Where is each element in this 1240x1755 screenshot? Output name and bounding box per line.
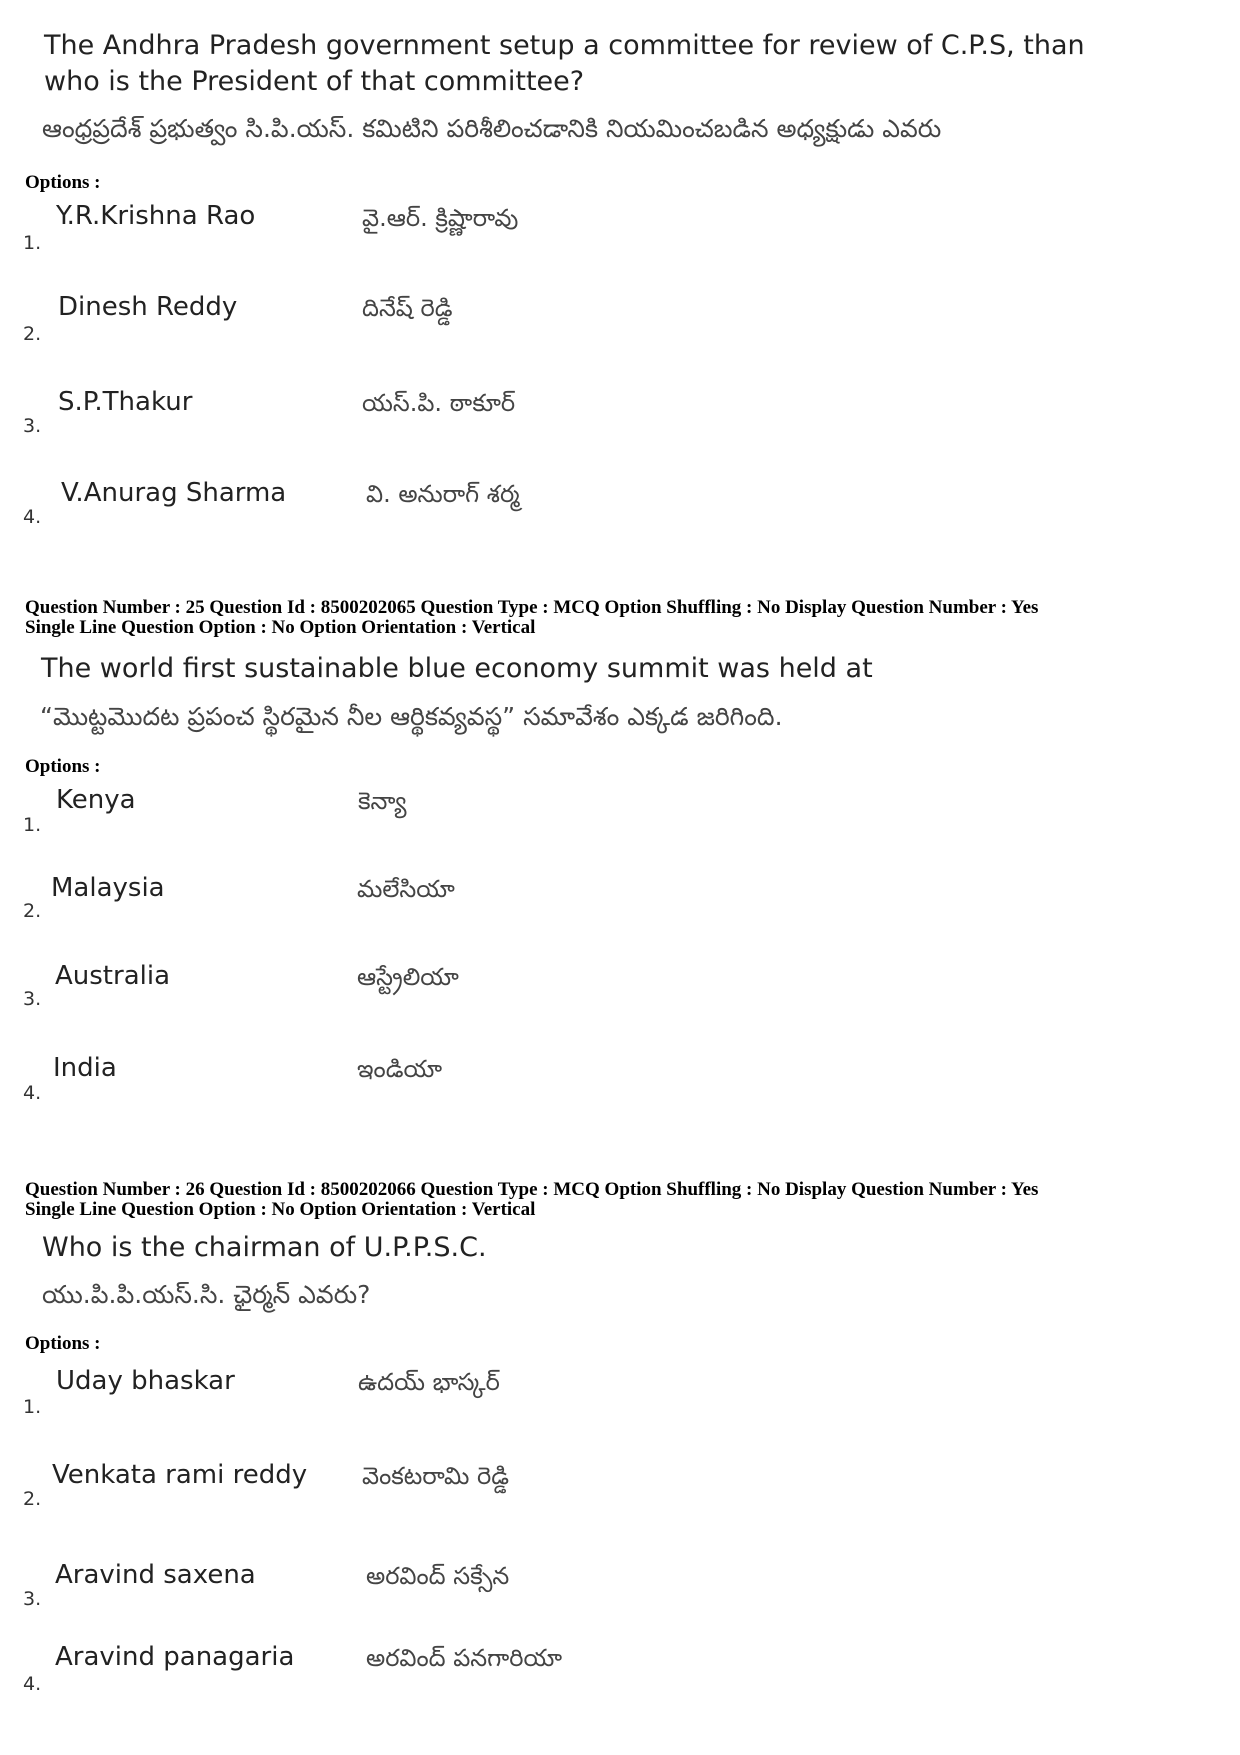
question-text-en: Who is the chairman of U.P.P.S.C. <box>42 1232 487 1263</box>
option-text-te: ఆస్ట్రేలియా <box>357 963 459 991</box>
option-text-te: వి. అనురాగ్ శర్మ <box>366 480 520 508</box>
option-text-en: Y.R.Krishna Rao <box>56 201 256 231</box>
option-number: 2. <box>23 323 42 345</box>
options-label: Options : <box>25 756 101 777</box>
option-text-en: Uday bhaskar <box>56 1366 235 1396</box>
option-number: 1. <box>23 232 42 254</box>
option-text-en: Dinesh Reddy <box>58 292 238 322</box>
question-text-te: యు.పి.పి.యస్.సి. ఛైర్మన్ ఎవరు? <box>42 1280 371 1309</box>
option-text-te: యస్.పి. ఠాకూర్ <box>362 389 516 417</box>
option-text-en: India <box>53 1053 117 1083</box>
question-text-te: “మొట్టమొదట ప్రపంచ స్థిరమైన నీల ఆర్థికవ్యవస్థ” సమావేశం ఎక్కడ జరిగింది. <box>40 702 783 731</box>
option-number: 4. <box>23 506 42 528</box>
question-meta-line-2: Single Line Question Option : No Option Orientation : Vertical <box>25 1199 536 1220</box>
option-number: 4. <box>23 1082 42 1104</box>
question-meta-line-1: Question Number : 26 Question Id : 8500202066 Question Type : MCQ Option Shuffling : No Display Question Number : Yes <box>25 1179 1039 1200</box>
option-text-te: మలేసియా <box>357 875 455 903</box>
option-text-te: అరవింద్ పనగారియా <box>366 1644 563 1672</box>
option-number: 1. <box>23 1396 42 1418</box>
options-label: Options : <box>25 1333 101 1354</box>
option-text-en: V.Anurag Sharma <box>61 478 287 508</box>
option-text-te: ఇండియా <box>357 1055 443 1083</box>
question-text-en-line-1: The Andhra Pradesh government setup a committee for review of C.P.S, than <box>44 30 1085 61</box>
option-text-te: ఉదయ్ భాస్కర్ <box>358 1368 500 1396</box>
option-text-en: Kenya <box>56 785 136 815</box>
option-text-en: Aravind panagaria <box>55 1642 295 1672</box>
option-text-en: S.P.Thakur <box>58 387 193 417</box>
option-text-en: Malaysia <box>51 873 165 903</box>
option-number: 2. <box>23 900 42 922</box>
question-text-te: ఆంధ్రప్రదేశ్ ప్రభుత్వం సి.పి.యస్. కమిటిని పరిశీలించడానికి నియమించబడిన అధ్యక్షుడు ఎవరు <box>42 114 942 143</box>
option-text-te: కెన్యా <box>358 787 407 815</box>
option-text-te: దినేష్ రెడ్డి <box>362 294 453 322</box>
question-text-en-line-2: who is the President of that committee? <box>44 66 585 97</box>
option-text-en: Venkata rami reddy <box>52 1460 308 1490</box>
option-number: 2. <box>23 1488 42 1510</box>
option-number: 3. <box>23 415 42 437</box>
option-text-en: Aravind saxena <box>55 1560 256 1590</box>
option-text-te: అరవింద్ సక్సేన <box>366 1562 510 1590</box>
question-meta-line-1: Question Number : 25 Question Id : 8500202065 Question Type : MCQ Option Shuffling : No Display Question Number : Yes <box>25 597 1039 618</box>
options-label: Options : <box>25 172 101 193</box>
option-text-en: Australia <box>55 961 171 991</box>
option-number: 3. <box>23 988 42 1010</box>
option-number: 4. <box>23 1673 42 1695</box>
option-number: 1. <box>23 814 42 836</box>
question-text-en: The world first sustainable blue economy summit was held at <box>41 653 873 684</box>
question-meta-line-2: Single Line Question Option : No Option Orientation : Vertical <box>25 617 536 638</box>
option-text-te: వెంకటరామి రెడ్డి <box>362 1462 510 1490</box>
option-number: 3. <box>23 1588 42 1610</box>
option-text-te: వై.ఆర్. క్రిష్ణారావు <box>362 204 519 232</box>
